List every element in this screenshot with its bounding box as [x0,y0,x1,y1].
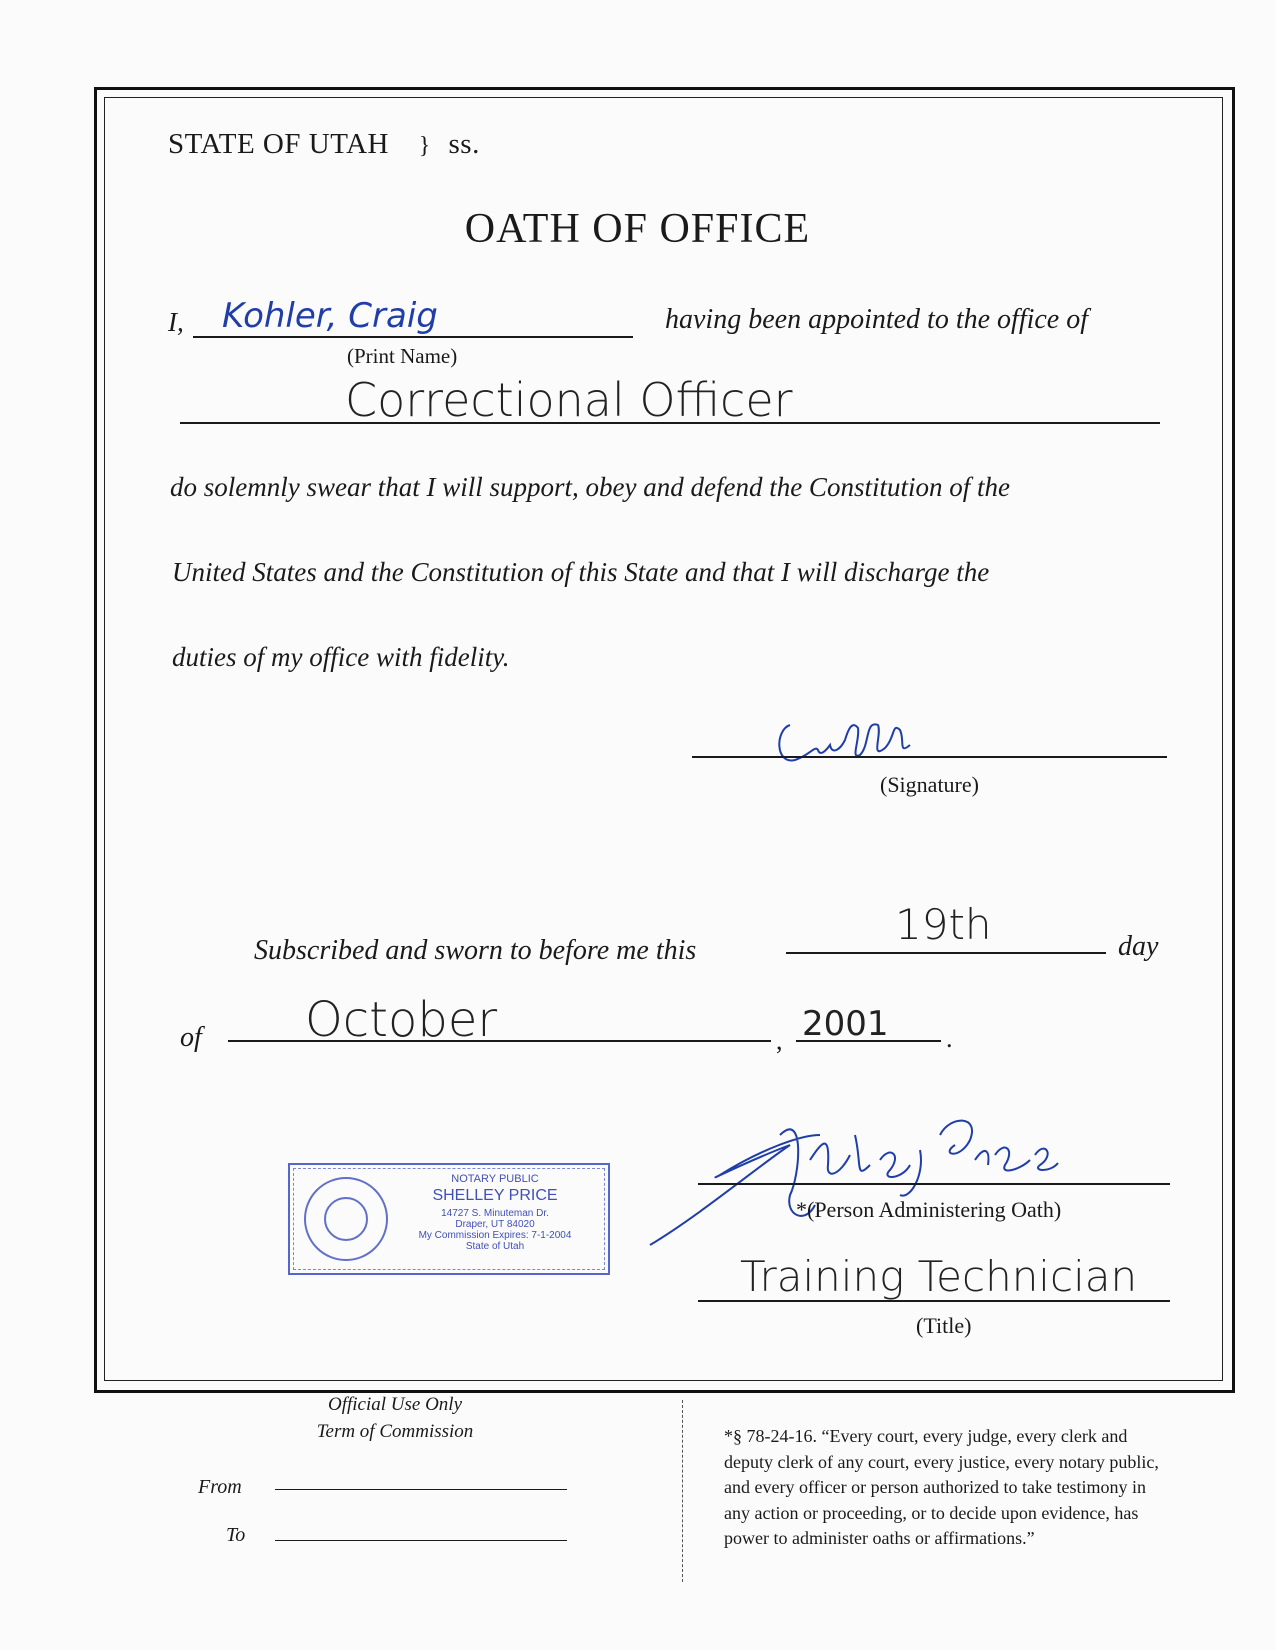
oath-body-line-1: do solemnly swear that I will support, obey and defend the Constitution of the [170,472,1010,502]
appointed-text: having been appointed to the office of [665,304,1089,335]
official-use-heading [280,1391,510,1445]
state-header [168,128,480,161]
stamp-line-3: 14727 S. Minuteman Dr. [441,1207,549,1219]
notary-stamp [288,1163,610,1275]
month-value: October [305,992,498,1048]
administrator-signature [640,1105,1060,1255]
office-value: Correctional Officer [345,373,793,427]
print-name-value: Kohler, Craig [222,296,438,336]
administrator-caption: *(Person Administering Oath) [796,1197,1062,1222]
state-name: STATE OF UTAH [168,128,389,160]
state-seal-icon [304,1177,388,1261]
stamp-line-1: NOTARY PUBLIC [451,1173,539,1185]
oath-body-line-2: United States and the Constitution of this State and that I will discharge the [172,557,990,587]
term-of-commission-title: Term of Commission [316,1421,474,1442]
statute-footnote [724,1424,1159,1552]
i-prefix: I, [168,307,184,337]
stamp-line-6: State of Utah [465,1240,525,1252]
sworn-text: Subscribed and sworn to before me this [254,935,697,966]
month-comma: , [776,1026,783,1055]
oath-taker-signature [770,700,930,780]
stamp-line-2: SHELLEY PRICE [432,1187,558,1205]
signature-caption: (Signature) [880,772,979,797]
of-label: of [180,1022,202,1053]
day-value: 19th [895,900,992,949]
ss-mark: ss. [448,128,480,160]
to-label: To [226,1524,246,1546]
year-value: 2001 [802,1004,889,1044]
administrator-line [698,1183,1170,1185]
signature-line [692,756,1167,758]
day-label: day [1118,931,1159,962]
from-line [275,1489,567,1490]
official-use-title: Official Use Only [327,1394,463,1415]
title-value: Training Technician [740,1252,1138,1301]
print-name-caption: (Print Name) [347,344,458,368]
year-period: . [946,1024,953,1053]
footnote-line-4: any action or proceeding, or to decide upon evidence, has [724,1502,1139,1523]
oath-body-line-3: duties of my office with fidelity. [172,642,510,672]
from-label: From [198,1476,242,1498]
footer-divider [682,1400,683,1582]
footnote-line-3: and every officer or person authorized to take testimony in [724,1477,1147,1497]
stamp-line-4: Draper, UT 84020 [455,1218,535,1230]
footnote-line-2: deputy clerk of any court, every justice, every notary public, [724,1451,1159,1472]
stamp-line-5: My Commission Expires: 7-1-2004 [418,1229,572,1241]
to-line [275,1540,567,1541]
footnote-line-5: power to administer oaths or affirmations.” [724,1528,1035,1548]
page-title: OATH OF OFFICE [464,206,811,252]
day-line [786,952,1106,954]
footnote-line-1: *§ 78-24-16. “Every court, every judge, every clerk and [724,1426,1128,1446]
title-caption: (Title) [916,1313,972,1338]
brace-mark: } [418,133,431,159]
print-name-line [193,336,633,338]
